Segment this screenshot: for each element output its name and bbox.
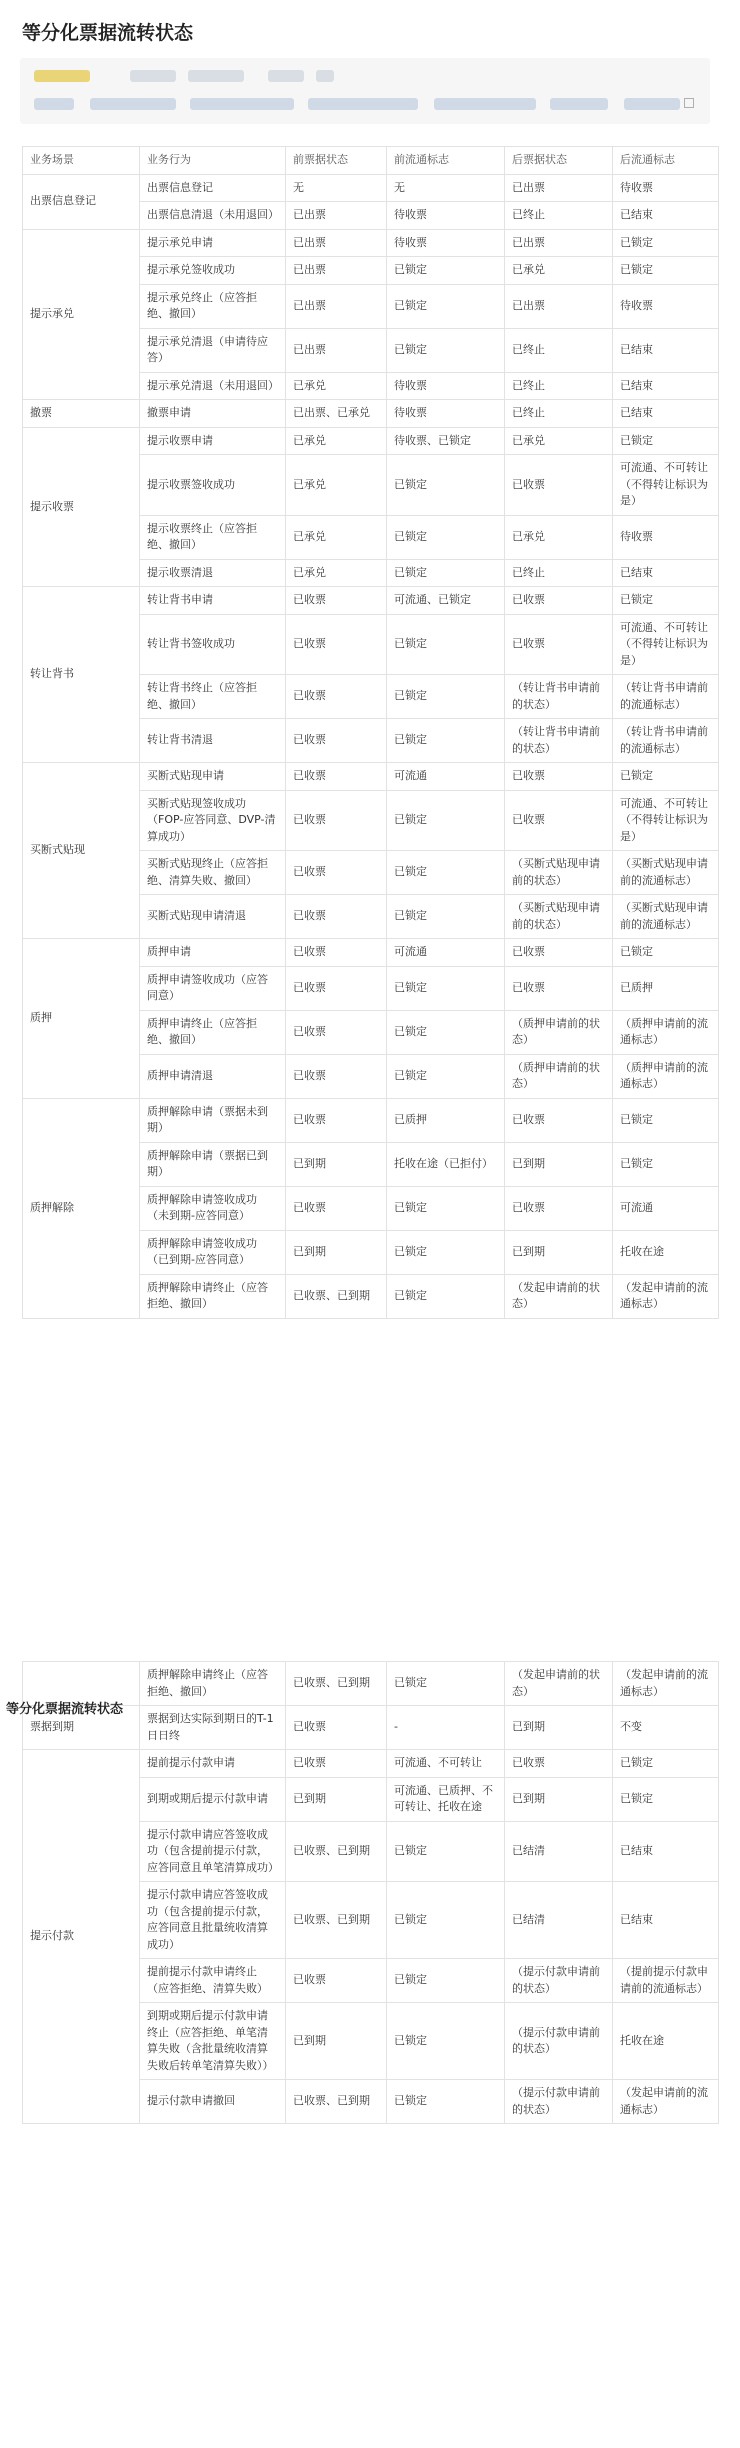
scenario-cell: 提示收票 [23,427,140,587]
next-status-cell: 已收票 [505,939,613,967]
prev-flow-cell: 无 [387,174,505,202]
next-status-cell: 已终止 [505,372,613,400]
action-cell: 质押解除申请终止（应答拒绝、撤回） [140,1274,286,1318]
action-cell: 票据到达实际到期日的T-1日日终 [140,1706,286,1750]
scenario-cell: 买断式贴现 [23,763,140,939]
action-cell: 质押申请终止（应答拒绝、撤回） [140,1010,286,1054]
blurred-link-text [434,98,536,110]
next-status-cell: （买断式贴现申请前的状态） [505,895,613,939]
blurred-link-text [550,98,608,110]
next-flow-cell: 可流通、不可转让（不得转让标识为是） [613,455,719,516]
action-cell: 撤票申请 [140,400,286,428]
prev-status-cell: 已承兑 [286,559,387,587]
table-row [23,174,719,202]
prev-status-cell: 已收票、已到期 [286,1821,387,1882]
next-flow-cell: （发起申请前的流通标志） [613,2080,719,2124]
next-status-cell: 已结清 [505,1882,613,1959]
next-flow-cell: 已锁定 [613,229,719,257]
prev-flow-cell: 已锁定 [387,1821,505,1882]
prev-status-cell: 已收票、已到期 [286,2080,387,2124]
next-flow-cell: 已质押 [613,966,719,1010]
action-cell: 提前提示付款申请终止（应答拒绝、清算失败） [140,1959,286,2003]
table-row [23,939,719,967]
prev-flow-cell: 已锁定 [387,790,505,851]
prev-flow-cell: 已锁定 [387,675,505,719]
next-status-cell: 已承兑 [505,257,613,285]
next-flow-cell: 托收在途 [613,2003,719,2080]
action-cell: 提示承兑清退（申请待应答） [140,328,286,372]
next-flow-cell: 不变 [613,1706,719,1750]
prev-status-cell: 已收票 [286,851,387,895]
action-cell: 买断式贴现终止（应答拒绝、清算失败、撤回） [140,851,286,895]
next-status-cell: 已收票 [505,614,613,675]
prev-flow-cell: 待收票、已锁定 [387,427,505,455]
prev-flow-cell: 可流通、已锁定 [387,587,505,615]
column-header: 前流通标志 [387,147,505,175]
blurred-link-text [34,98,74,110]
action-cell: 提示承兑签收成功 [140,257,286,285]
next-status-cell: 已收票 [505,763,613,791]
prev-status-cell: 已收票 [286,1706,387,1750]
status-table [22,146,719,1319]
prev-flow-cell: 已锁定 [387,1882,505,1959]
next-status-cell: 已收票 [505,966,613,1010]
next-flow-cell: 待收票 [613,515,719,559]
next-status-cell: 已出票 [505,174,613,202]
next-status-cell: 已承兑 [505,427,613,455]
table-row [23,400,719,428]
blurred-meta-tag [34,70,90,82]
next-flow-cell: 已锁定 [613,427,719,455]
prev-status-cell: 已出票、已承兑 [286,400,387,428]
action-cell: 提前提示付款申请 [140,1750,286,1778]
sticky-section-title: 等分化票据流转状态 [6,1702,124,1717]
prev-status-cell: 已收票 [286,895,387,939]
next-status-cell: 已终止 [505,202,613,230]
next-status-cell: （提示付款申请前的状态） [505,1959,613,2003]
column-header: 业务场景 [23,147,140,175]
next-status-cell: 已结清 [505,1821,613,1882]
next-status-cell: 已出票 [505,229,613,257]
prev-status-cell: 已出票 [286,257,387,285]
prev-flow-cell: 已锁定 [387,328,505,372]
next-flow-cell: （质押申请前的流通标志） [613,1054,719,1098]
column-header: 业务行为 [140,147,286,175]
next-flow-cell: （发起申请前的流通标志） [613,1662,719,1706]
prev-status-cell: 已收票 [286,939,387,967]
prev-flow-cell: 托收在途（已拒付） [387,1142,505,1186]
action-cell: 提示付款申请应答签收成功（包含提前提示付款，应答同意且批量统收清算成功） [140,1882,286,1959]
next-status-cell: 已到期 [505,1777,613,1821]
next-status-cell: 已承兑 [505,515,613,559]
prev-flow-cell: 已锁定 [387,966,505,1010]
prev-flow-cell: 已质押 [387,1098,505,1142]
next-flow-cell: 托收在途 [613,1230,719,1274]
prev-status-cell: 已收票 [286,719,387,763]
scenario-cell: 质押 [23,939,140,1099]
action-cell: 提示承兑清退（未用退回） [140,372,286,400]
next-status-cell: （转让背书申请前的状态） [505,719,613,763]
next-flow-cell: （发起申请前的流通标志） [613,1274,719,1318]
blurred-meta-text [268,70,304,82]
prev-status-cell: 已到期 [286,1777,387,1821]
prev-status-cell: 已收票 [286,966,387,1010]
next-flow-cell: （转让背书申请前的流通标志） [613,675,719,719]
prev-status-cell: 已承兑 [286,515,387,559]
action-cell: 转让背书终止（应答拒绝、撤回） [140,675,286,719]
status-table-continued [22,1661,719,2124]
action-cell: 到期或期后提示付款申请终止（应答拒绝、单笔清算失败（含批量统收清算失败后转单笔清算失败）） [140,2003,286,2080]
external-link-icon[interactable] [684,98,694,108]
action-cell: 出票信息登记 [140,174,286,202]
action-cell: 到期或期后提示付款申请 [140,1777,286,1821]
prev-status-cell: 已到期 [286,2003,387,2080]
next-flow-cell: 已锁定 [613,1142,719,1186]
prev-status-cell: 已收票 [286,1054,387,1098]
prev-flow-cell: 已锁定 [387,1054,505,1098]
next-status-cell: 已收票 [505,1186,613,1230]
prev-flow-cell: 已锁定 [387,515,505,559]
next-flow-cell: 已锁定 [613,939,719,967]
next-flow-cell: 已结束 [613,400,719,428]
next-flow-cell: （转让背书申请前的流通标志） [613,719,719,763]
next-status-cell: （转让背书申请前的状态） [505,675,613,719]
next-flow-cell: （买断式贴现申请前的流通标志） [613,895,719,939]
prev-status-cell: 已收票 [286,1098,387,1142]
next-status-cell: （质押申请前的状态） [505,1054,613,1098]
action-cell: 转让背书签收成功 [140,614,286,675]
prev-flow-cell: 待收票 [387,400,505,428]
next-status-cell: 已收票 [505,790,613,851]
blurred-link-text [624,98,680,110]
prev-flow-cell: 已锁定 [387,851,505,895]
action-cell: 转让背书申请 [140,587,286,615]
action-cell: 质押解除申请签收成功（未到期-应答同意） [140,1186,286,1230]
blurred-meta-text [188,70,244,82]
next-status-cell: 已收票 [505,1750,613,1778]
column-header: 前票据状态 [286,147,387,175]
next-flow-cell: 已锁定 [613,587,719,615]
next-flow-cell: 已锁定 [613,763,719,791]
prev-flow-cell: 已锁定 [387,2003,505,2080]
scenario-cell: 提示付款 [23,1750,140,2124]
blurred-link-text [308,98,418,110]
blurred-link-text [90,98,176,110]
prev-flow-cell: 已锁定 [387,1662,505,1706]
next-flow-cell: 已结束 [613,328,719,372]
next-status-cell: 已收票 [505,587,613,615]
next-status-cell: 已终止 [505,400,613,428]
next-flow-cell: 可流通 [613,1186,719,1230]
next-flow-cell: 待收票 [613,174,719,202]
next-status-cell: （买断式贴现申请前的状态） [505,851,613,895]
prev-flow-cell: 已锁定 [387,1959,505,2003]
next-flow-cell: 已锁定 [613,257,719,285]
column-header: 后票据状态 [505,147,613,175]
prev-flow-cell: 已锁定 [387,559,505,587]
next-flow-cell: 待收票 [613,284,719,328]
prev-flow-cell: 可流通 [387,763,505,791]
prev-status-cell: 已出票 [286,202,387,230]
prev-flow-cell: 可流通、已质押、不可转让、托收在途 [387,1777,505,1821]
action-cell: 提示承兑申请 [140,229,286,257]
prev-flow-cell: 已锁定 [387,895,505,939]
next-flow-cell: 已锁定 [613,1098,719,1142]
table-row [23,1706,719,1750]
prev-status-cell: 已收票 [286,587,387,615]
action-cell: 质押申请签收成功（应答同意） [140,966,286,1010]
page-title: 等分化票据流转状态 [22,22,194,44]
prev-flow-cell: 已锁定 [387,455,505,516]
table-row [23,1098,719,1142]
next-status-cell: 已到期 [505,1706,613,1750]
prev-flow-cell: 已锁定 [387,1186,505,1230]
article-meta-block [20,58,710,124]
prev-status-cell: 已收票、已到期 [286,1662,387,1706]
prev-status-cell: 已出票 [286,229,387,257]
table-header-row [23,147,719,175]
prev-status-cell: 已收票 [286,1750,387,1778]
next-flow-cell: 可流通、不可转让（不得转让标识为是） [613,614,719,675]
next-flow-cell: 已结束 [613,1821,719,1882]
prev-status-cell: 已收票 [286,675,387,719]
prev-status-cell: 已收票 [286,614,387,675]
table-row [23,1662,719,1706]
prev-status-cell: 已收票 [286,1959,387,2003]
action-cell: 提示收票签收成功 [140,455,286,516]
prev-flow-cell: 已锁定 [387,614,505,675]
column-header: 后流通标志 [613,147,719,175]
blurred-meta-text [130,70,176,82]
action-cell: 质押解除申请（票据未到期） [140,1098,286,1142]
scenario-cell: 质押解除 [23,1098,140,1318]
prev-status-cell: 已收票 [286,790,387,851]
next-status-cell: 已出票 [505,284,613,328]
action-cell: 买断式贴现申请 [140,763,286,791]
prev-flow-cell: 已锁定 [387,1274,505,1318]
prev-status-cell: 无 [286,174,387,202]
next-flow-cell: （质押申请前的流通标志） [613,1010,719,1054]
action-cell: 转让背书清退 [140,719,286,763]
next-flow-cell: 已结束 [613,1882,719,1959]
prev-flow-cell: 可流通、不可转让 [387,1750,505,1778]
action-cell: 提示承兑终止（应答拒绝、撤回） [140,284,286,328]
prev-flow-cell: 可流通 [387,939,505,967]
table-row [23,1750,719,1778]
next-flow-cell: 已结束 [613,202,719,230]
prev-flow-cell: - [387,1706,505,1750]
action-cell: 质押申请 [140,939,286,967]
prev-status-cell: 已收票 [286,763,387,791]
next-status-cell: （提示付款申请前的状态） [505,2080,613,2124]
prev-status-cell: 已出票 [286,328,387,372]
next-status-cell: 已终止 [505,559,613,587]
action-cell: 提示收票终止（应答拒绝、撤回） [140,515,286,559]
prev-flow-cell: 已锁定 [387,2080,505,2124]
next-status-cell: 已终止 [505,328,613,372]
table-row [23,763,719,791]
next-flow-cell: （买断式贴现申请前的流通标志） [613,851,719,895]
next-status-cell: （质押申请前的状态） [505,1010,613,1054]
action-cell: 买断式贴现申请清退 [140,895,286,939]
scenario-cell: 出票信息登记 [23,174,140,229]
next-flow-cell: 可流通、不可转让（不得转让标识为是） [613,790,719,851]
prev-flow-cell: 待收票 [387,202,505,230]
next-status-cell: （发起申请前的状态） [505,1662,613,1706]
scenario-cell: 转让背书 [23,587,140,763]
blurred-meta-text [316,70,334,82]
prev-status-cell: 已承兑 [286,427,387,455]
action-cell: 买断式贴现签收成功（FOP-应答同意、DVP-清算成功） [140,790,286,851]
prev-status-cell: 已出票 [286,284,387,328]
prev-status-cell: 已承兑 [286,372,387,400]
table-row [23,229,719,257]
prev-status-cell: 已收票 [286,1186,387,1230]
scenario-cell: 撤票 [23,400,140,428]
prev-status-cell: 已收票、已到期 [286,1274,387,1318]
prev-flow-cell: 待收票 [387,229,505,257]
next-status-cell: 已收票 [505,455,613,516]
action-cell: 提示付款申请撤回 [140,2080,286,2124]
next-flow-cell: 已锁定 [613,1777,719,1821]
action-cell: 质押解除申请（票据已到期） [140,1142,286,1186]
next-flow-cell: （提前提示付款申请前的流通标志） [613,1959,719,2003]
action-cell: 提示收票清退 [140,559,286,587]
next-status-cell: 已收票 [505,1098,613,1142]
action-cell: 质押申请清退 [140,1054,286,1098]
next-flow-cell: 已结束 [613,559,719,587]
next-flow-cell: 已锁定 [613,1750,719,1778]
next-flow-cell: 已结束 [613,372,719,400]
scenario-cell: 票据到期 [23,1706,140,1750]
action-cell: 提示收票申请 [140,427,286,455]
prev-flow-cell: 已锁定 [387,284,505,328]
prev-flow-cell: 已锁定 [387,257,505,285]
blurred-link-text [190,98,294,110]
next-status-cell: 已到期 [505,1142,613,1186]
prev-status-cell: 已到期 [286,1142,387,1186]
scenario-cell: 提示承兑 [23,229,140,400]
next-status-cell: （提示付款申请前的状态） [505,2003,613,2080]
action-cell: 质押解除申请终止（应答拒绝、撤回） [140,1662,286,1706]
next-status-cell: （发起申请前的状态） [505,1274,613,1318]
table-row [23,427,719,455]
prev-flow-cell: 待收票 [387,372,505,400]
prev-status-cell: 已承兑 [286,455,387,516]
prev-flow-cell: 已锁定 [387,1230,505,1274]
action-cell: 出票信息清退（未用退回） [140,202,286,230]
prev-status-cell: 已到期 [286,1230,387,1274]
prev-status-cell: 已收票、已到期 [286,1882,387,1959]
next-status-cell: 已到期 [505,1230,613,1274]
prev-status-cell: 已收票 [286,1010,387,1054]
action-cell: 质押解除申请签收成功（已到期-应答同意） [140,1230,286,1274]
prev-flow-cell: 已锁定 [387,1010,505,1054]
table-row [23,587,719,615]
page-section-bottom [0,1668,740,2448]
action-cell: 提示付款申请应答签收成功（包含提前提示付款，应答同意且单笔清算成功） [140,1821,286,1882]
prev-flow-cell: 已锁定 [387,719,505,763]
